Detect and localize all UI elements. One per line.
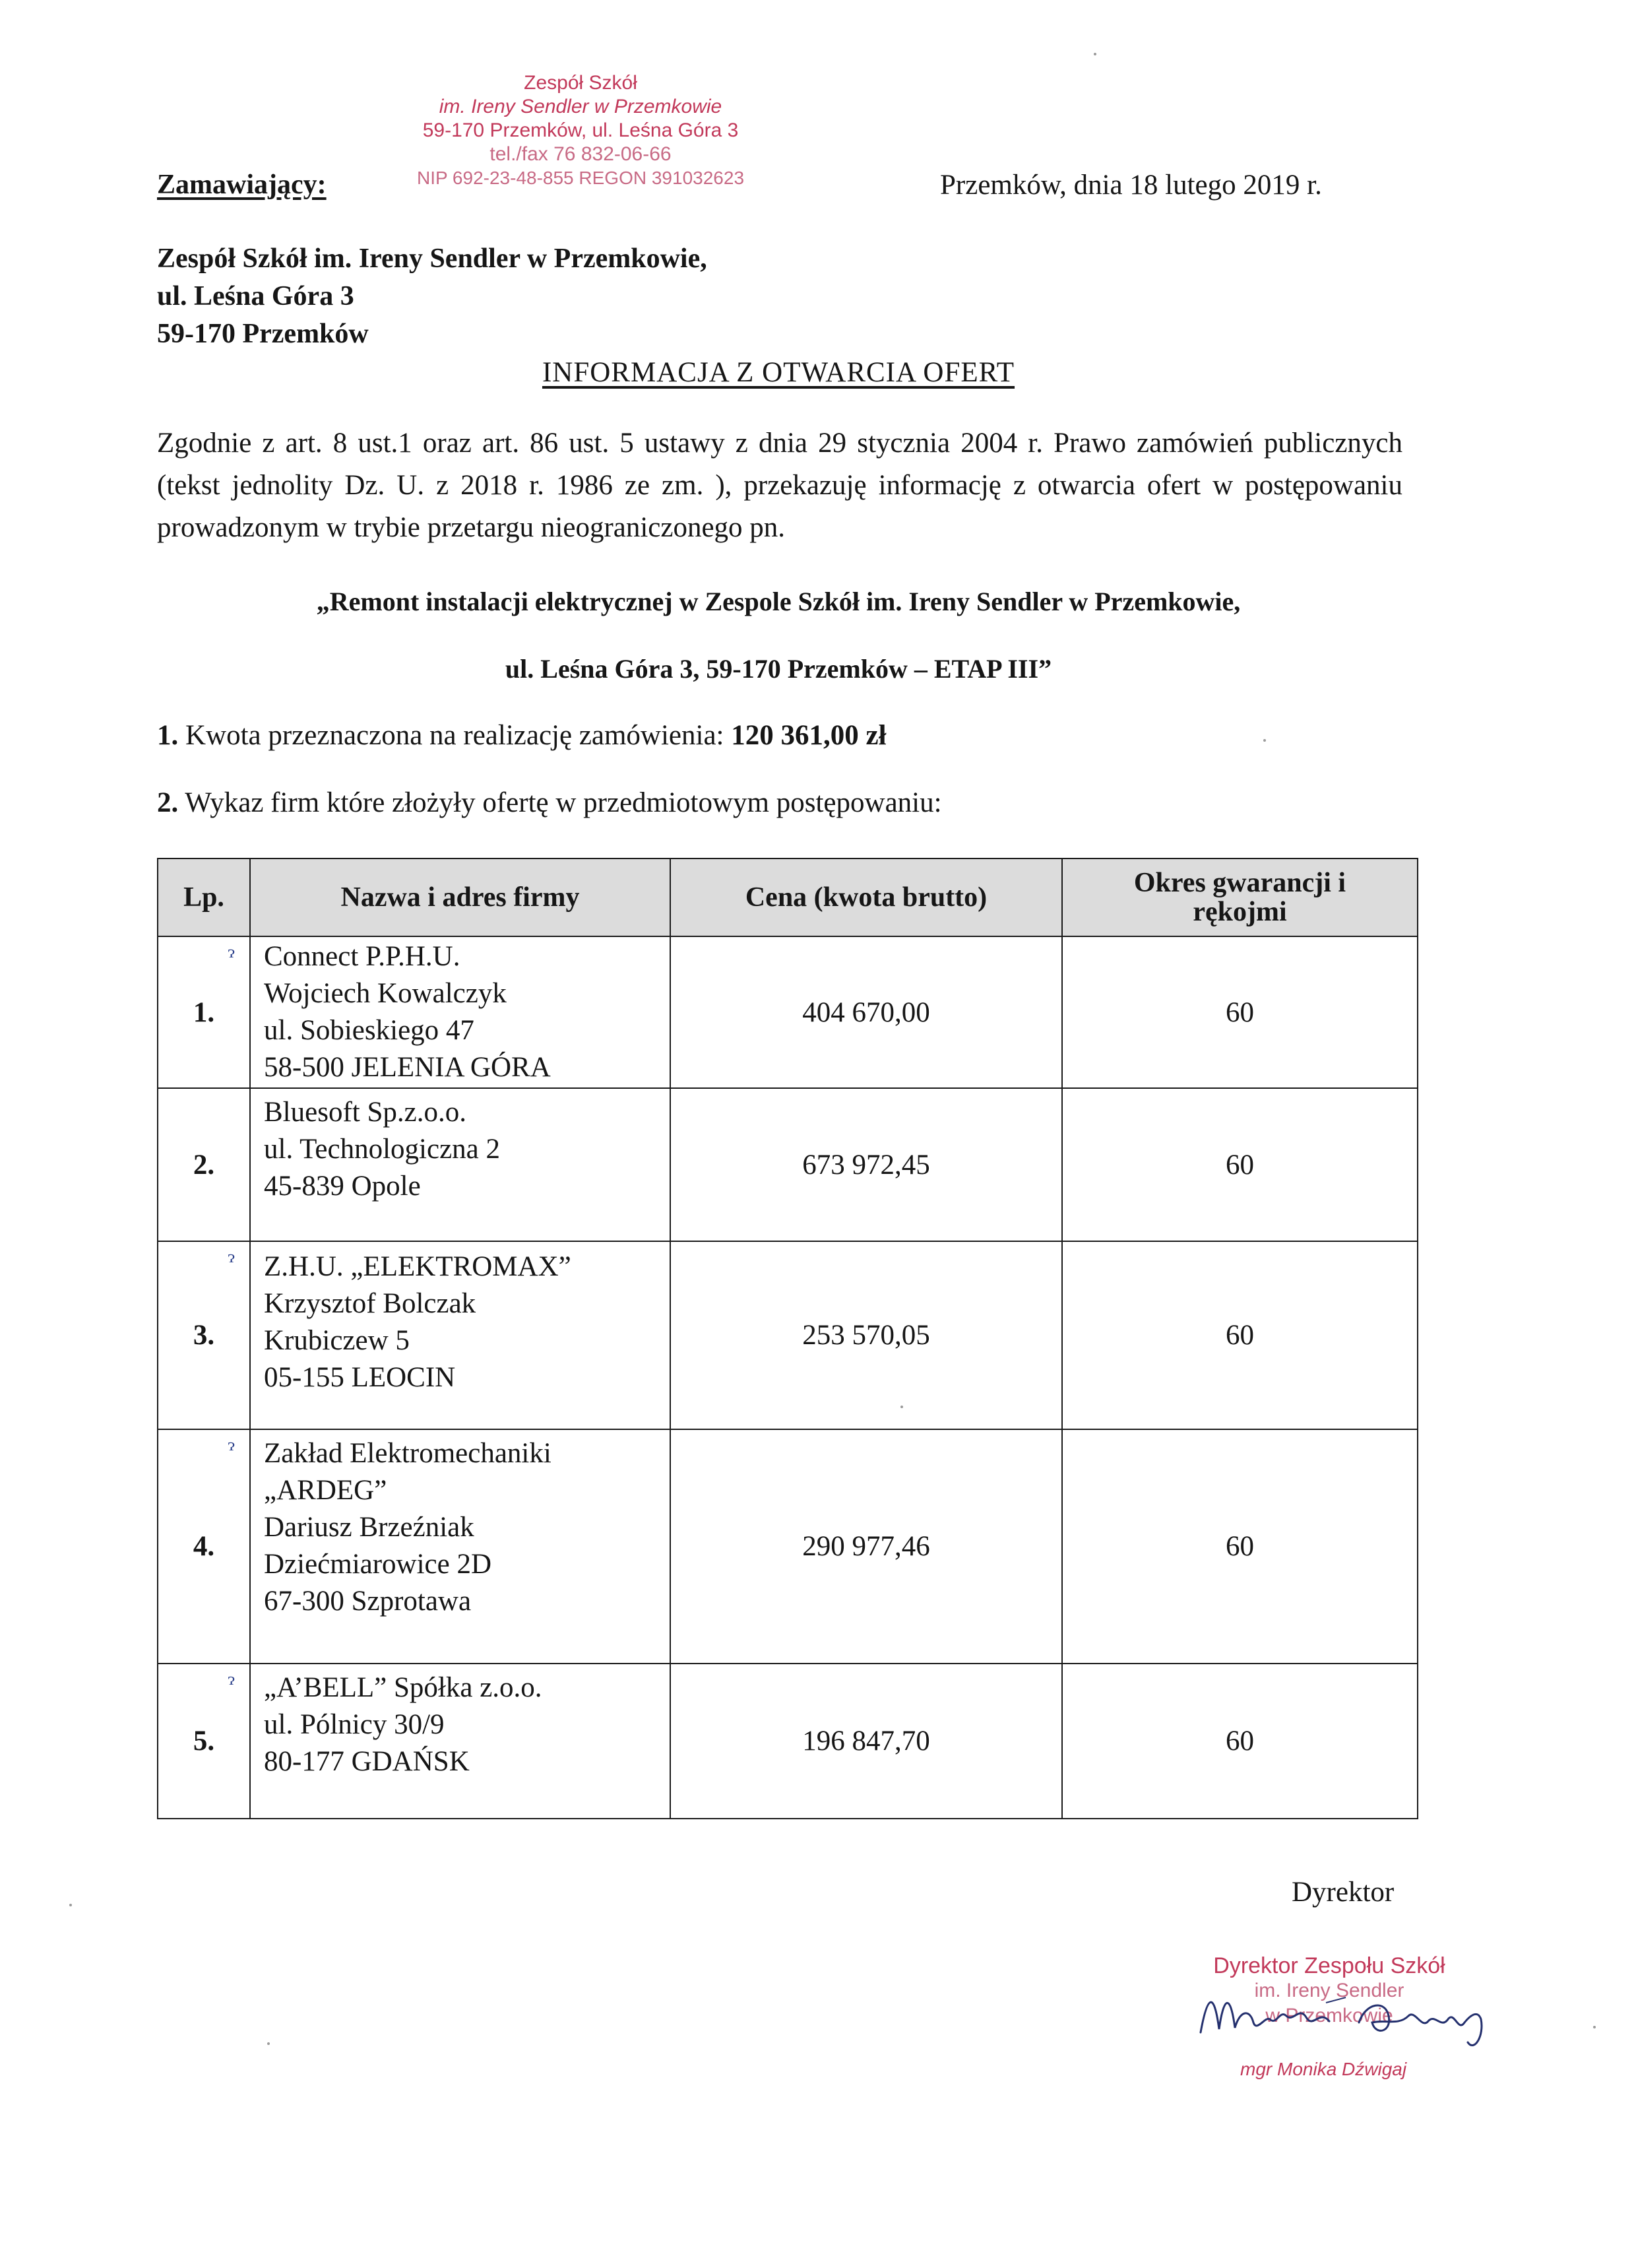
point-text: Kwota przeznaczona na realizację zamówienia: xyxy=(185,720,724,751)
organization-street: ul. Leśna Góra 3 xyxy=(157,281,354,311)
stamp-line: Dyrektor Zespołu Szkół xyxy=(1213,1953,1445,1978)
table-row xyxy=(158,936,1418,1088)
row-warranty: 60 xyxy=(1062,1088,1418,1241)
subject-line-2: ul. Leśna Góra 3, 59-170 Przemków – ETAP III” xyxy=(505,654,1052,684)
row-lp: 3. xyxy=(193,1320,215,1351)
firm-line: 05-155 LEOCIN xyxy=(264,1362,456,1393)
row-warranty: 60 xyxy=(1062,1241,1418,1429)
row-lp-cell xyxy=(158,936,250,1088)
table-row xyxy=(158,1241,1418,1429)
stamp-line: im. Ireny Sendler w Przemkowie xyxy=(439,96,722,117)
stamp-line: Zespół Szkół xyxy=(524,72,637,94)
firm-line: Wojciech Kowalczyk xyxy=(264,978,507,1009)
firm-line: Z.H.U. „ELEKTROMAX” xyxy=(264,1251,571,1282)
firm-line: Krubiczew 5 xyxy=(264,1325,410,1356)
scan-speck xyxy=(1094,53,1096,55)
row-firm xyxy=(250,1088,670,1241)
signatory-title: Dyrektor xyxy=(1292,1877,1395,1908)
firm-line: Bluesoft Sp.z.o.o. xyxy=(264,1097,466,1128)
row-firm xyxy=(250,936,670,1088)
row-warranty: 60 xyxy=(1062,1429,1418,1664)
firm-line: Connect P.P.H.U. xyxy=(264,941,460,972)
row-lp-cell xyxy=(158,1664,250,1819)
row-warranty: 60 xyxy=(1062,1664,1418,1819)
point-text: Wykaz firm które złożyły ofertę w przedmiotowym postępowaniu: xyxy=(185,787,942,818)
firm-line: Zakład Elektromechaniki xyxy=(264,1438,551,1469)
firm-line: „ARDEG” xyxy=(264,1475,387,1506)
scan-speck xyxy=(900,1406,903,1408)
firm-line: ul. Sobieskiego 47 xyxy=(264,1015,474,1046)
table-row xyxy=(158,1088,1418,1241)
row-lp-cell xyxy=(158,1429,250,1664)
stamp-line: w Przemkowie xyxy=(1265,2005,1393,2026)
organization-city: 59-170 Przemków xyxy=(157,319,369,349)
offers-table xyxy=(157,858,1418,1819)
row-price: 673 972,45 xyxy=(670,1088,1062,1241)
signatory-name: mgr Monika Dźwigaj xyxy=(1240,2059,1407,2079)
zamawiajacy-label: Zamawiający: xyxy=(157,170,327,200)
row-lp: 4. xyxy=(193,1531,215,1562)
pen-tick-icon: ɂ xyxy=(228,1669,235,1689)
row-warranty: 60 xyxy=(1062,936,1418,1088)
pen-tick-icon: ɂ xyxy=(228,1435,235,1454)
row-firm xyxy=(250,1241,670,1429)
row-lp: 2. xyxy=(193,1149,215,1181)
table-header-row xyxy=(158,859,1418,936)
row-price: 196 847,70 xyxy=(670,1664,1062,1819)
handwritten-signature-icon xyxy=(1187,1970,1517,2056)
firm-line: Dariusz Brzeźniak xyxy=(264,1512,474,1543)
firm-line: Dziećmiarowice 2D xyxy=(264,1549,492,1580)
stamp-line: tel./fax 76 832-06-66 xyxy=(489,143,672,165)
firm-line: Krzysztof Bolczak xyxy=(264,1288,476,1319)
firm-line: 67-300 Szprotawa xyxy=(264,1586,472,1617)
row-firm xyxy=(250,1664,670,1819)
scan-speck xyxy=(267,2042,270,2045)
firms-list-point xyxy=(157,787,942,819)
date-line: Przemków, dnia 18 lutego 2019 r. xyxy=(940,170,1322,201)
scan-speck xyxy=(1593,2026,1596,2028)
stamp-line: NIP 692-23-48-855 REGON 391032623 xyxy=(416,168,745,188)
header-warranty-line2: rękojmi xyxy=(1193,897,1287,927)
header-warranty xyxy=(1062,859,1418,936)
row-lp-cell xyxy=(158,1241,250,1429)
row-lp: 1. xyxy=(193,996,215,1028)
row-price: 404 670,00 xyxy=(670,936,1062,1088)
organization-name: Zespół Szkół im. Ireny Sendler w Przemkowie, xyxy=(157,243,707,274)
scan-speck xyxy=(69,1904,72,1906)
table-row xyxy=(158,1664,1418,1819)
firm-line: 45-839 Opole xyxy=(264,1171,421,1202)
row-lp: 5. xyxy=(193,1726,215,1757)
header-lp: Lp. xyxy=(158,859,250,936)
header-warranty-line1: Okres gwarancji i xyxy=(1133,868,1346,898)
header-firm: Nazwa i adres firmy xyxy=(250,859,670,936)
table-row xyxy=(158,1429,1418,1664)
firm-line: 58-500 JELENIA GÓRA xyxy=(264,1052,551,1083)
pen-tick-icon: ɂ xyxy=(228,942,235,961)
subject-line-1: „Remont instalacji elektrycznej w Zespole Szkół im. Ireny Sendler w Przemkowie, xyxy=(316,587,1241,616)
firm-line: ul. Technologiczna 2 xyxy=(264,1134,501,1165)
header-price: Cena (kwota brutto) xyxy=(670,859,1062,936)
intro-paragraph: Zgodnie z art. 8 ust.1 oraz art. 86 ust. 5 ustawy z dnia 29 stycznia 2004 r. Prawo zamówień publicznych (tekst jednolity Dz. U. z 2018 r. 1986 ze zm. ), przekazuję informację z otwarcia ofert w postępowaniu prowadzonym w trybie przetargu nieograniczonego pn. xyxy=(157,428,1402,543)
row-price: 290 977,46 xyxy=(670,1429,1062,1664)
stamp-line: im. Ireny Sendler xyxy=(1254,1980,1404,2001)
scan-speck xyxy=(1263,739,1266,742)
point-number: 1. xyxy=(157,720,179,751)
pen-tick-icon: ɂ xyxy=(228,1247,235,1266)
point-number: 2. xyxy=(157,787,179,818)
stamp-line: 59-170 Przemków, ul. Leśna Góra 3 xyxy=(422,119,739,141)
budget-point xyxy=(157,719,887,752)
budget-amount: 120 361,00 zł xyxy=(731,720,887,751)
row-price: 253 570,05 xyxy=(670,1241,1062,1429)
firm-line: 80-177 GDAŃSK xyxy=(264,1746,470,1777)
firm-line: ul. Pólnicy 30/9 xyxy=(264,1709,445,1740)
row-lp-cell xyxy=(158,1088,250,1241)
document-title: INFORMACJA Z OTWARCIA OFERT xyxy=(542,357,1015,388)
school-stamp xyxy=(369,71,792,190)
row-firm xyxy=(250,1429,670,1664)
firm-line: „A’BELL” Spółka z.o.o. xyxy=(264,1672,542,1703)
